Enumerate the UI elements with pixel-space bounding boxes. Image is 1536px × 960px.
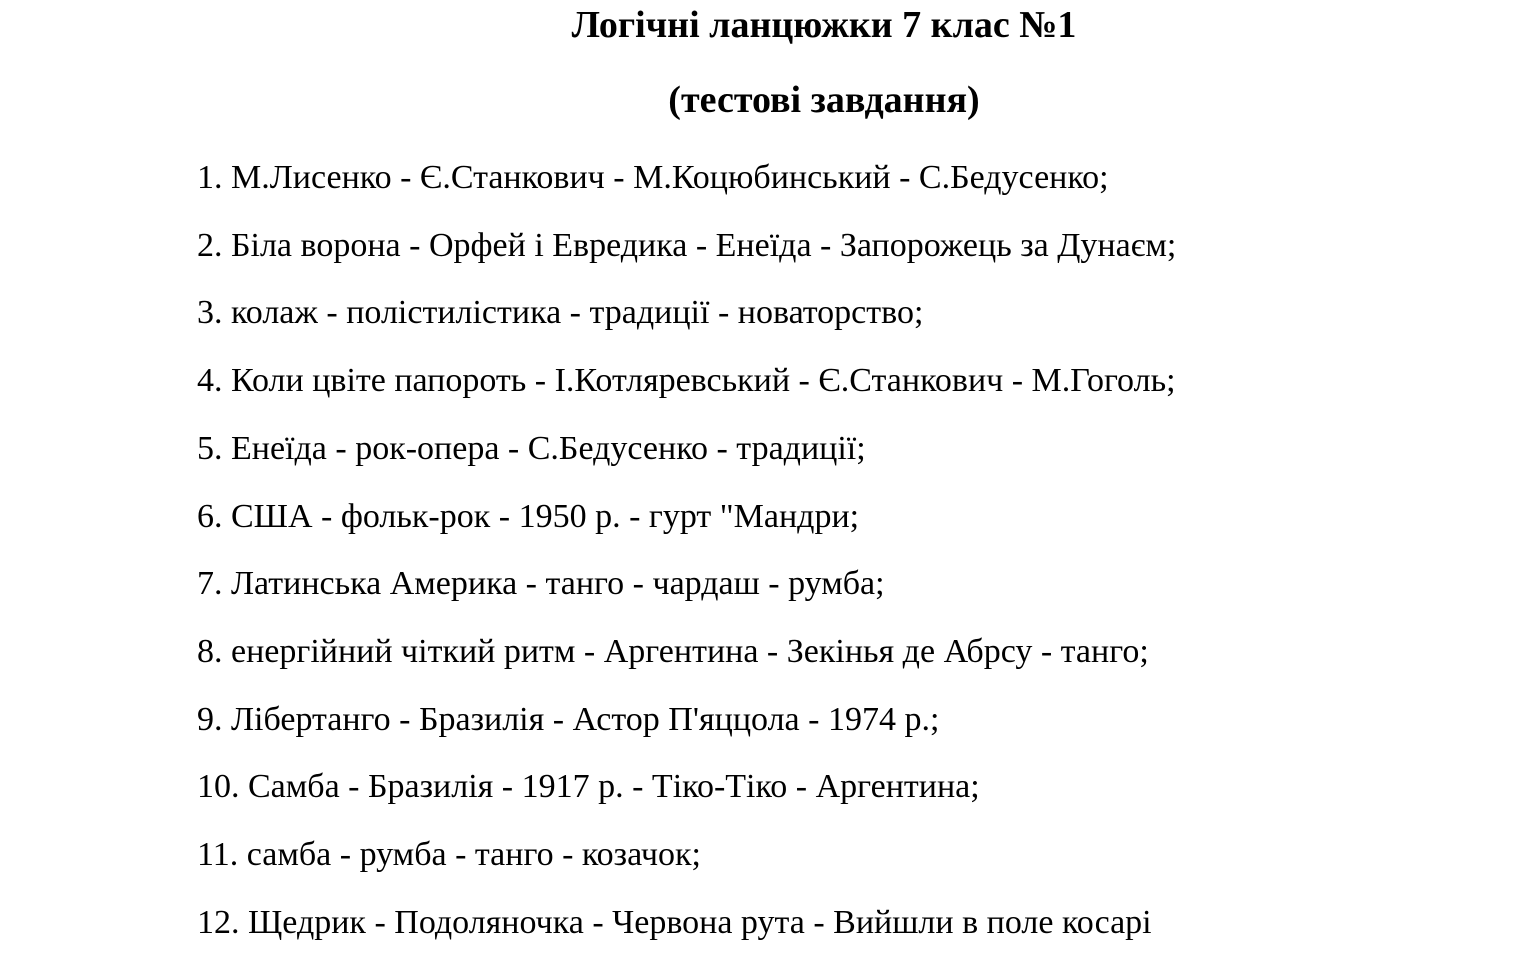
item-text: самба - румба - танго - козачок; [246,836,701,874]
item-number: 4. [197,362,223,400]
item-text: Біла ворона - Орфей і Евредика - Енеїда - Запорожець за Дунаєм; [231,226,1177,264]
item-number: 1. [197,159,223,196]
item-number: 7. [197,565,223,603]
item-text: енергійний чіткий ритм - Аргентина - Зекінья де Абрсу - танго; [231,632,1149,670]
item-text: Самба - Бразилія - 1917 р. - Тіко-Тіко - Аргентина; [248,768,980,806]
list-item [197,347,1176,415]
list-item [197,483,1176,551]
list-item [197,686,1176,754]
list-item [197,212,1176,280]
item-text: Лібертанго - Бразилія - Астор П'яццола - 1974 р.; [231,700,940,738]
item-number: 11. [197,836,239,874]
item-number: 6. [197,497,223,535]
item-text: Коли цвіте папороть - І.Котляревський - Є.Станкович - М.Гоголь; [231,362,1176,400]
item-text: США - фольк-рок - 1950 р. - гурт "Мандри; [231,497,860,535]
item-text: Щедрик - Подоляночка - Червона рута - Вийшли в поле косарі [248,903,1152,941]
document-title: Логічні ланцюжки 7 клас №1 [571,4,1077,46]
item-number: 2. [197,226,223,264]
list-item [197,618,1176,686]
list-item [197,889,1176,957]
item-number: 8. [197,632,223,670]
list-item [197,753,1176,821]
list-item [197,415,1176,483]
item-text: Латинська Америка - танго - чардаш - румба; [231,565,885,603]
document-subtitle: (тестові завдання) [668,79,980,121]
item-number: 3. [197,294,223,332]
chain-list [197,144,1176,956]
item-number: 5. [197,429,223,467]
item-number: 12. [197,903,240,941]
item-text: Енеїда - рок-опера - С.Бедусенко - традиції; [231,429,866,467]
item-text: колаж - полістилістика - традиції - новаторство; [231,294,924,332]
item-text: М.Лисенко - Є.Станкович - М.Коцюбинський - С.Бедусенко; [231,159,1109,196]
item-number: 10. [197,768,240,806]
list-item [197,144,1176,212]
list-item [197,279,1176,347]
list-item [197,550,1176,618]
list-item [197,821,1176,889]
item-number: 9. [197,700,223,738]
